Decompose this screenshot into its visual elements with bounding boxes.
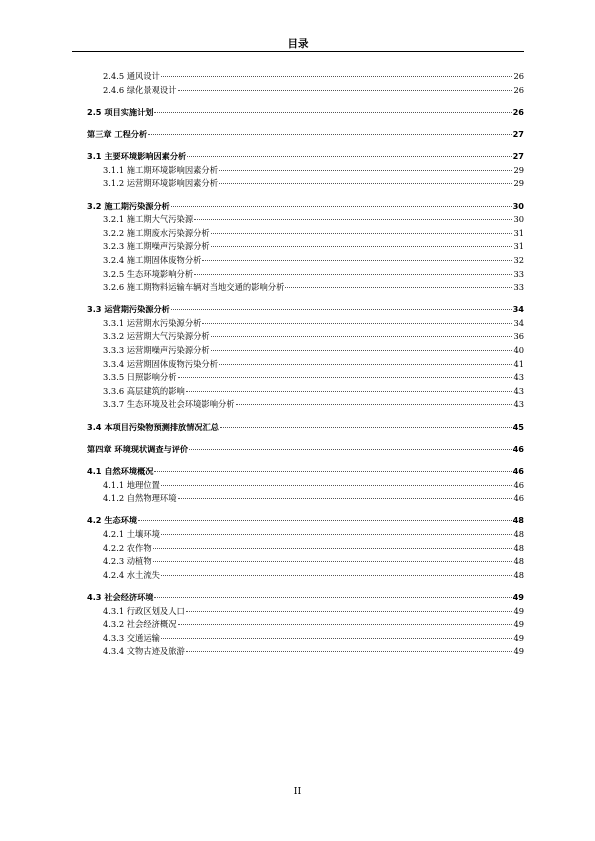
toc-entry-label: 4.2.4 水土流失 bbox=[103, 569, 160, 580]
toc-entry[interactable] bbox=[87, 164, 524, 178]
toc-entry-page-number: 48 bbox=[512, 515, 524, 526]
toc-entry-label: 3.2.4 施工期固体废物分析 bbox=[103, 254, 202, 265]
toc-entry[interactable] bbox=[87, 645, 524, 659]
toc-entry-page-number: 27 bbox=[512, 128, 524, 139]
toc-dot-leader bbox=[154, 597, 511, 598]
toc-entry-label: 3.3.2 运营期大气污染源分析 bbox=[103, 331, 210, 342]
toc-entry[interactable] bbox=[87, 569, 524, 583]
toc-entry-label: 3.3.1 运营期水污染源分析 bbox=[103, 317, 202, 328]
toc-entry-label: 4.1 自然环境概况 bbox=[87, 466, 154, 476]
toc-entry-page-number: 34 bbox=[513, 317, 524, 328]
toc-dot-leader bbox=[219, 364, 512, 365]
toc-entry[interactable] bbox=[87, 177, 524, 191]
toc-entry-label: 3.3.5 日照影响分析 bbox=[103, 372, 177, 383]
toc-entry-page-number: 48 bbox=[513, 528, 524, 539]
toc-entry[interactable] bbox=[87, 281, 524, 295]
toc-entry-page-number: 43 bbox=[513, 372, 524, 383]
toc-entry-label: 第四章 环境现状调查与评价 bbox=[87, 443, 189, 454]
toc-dot-leader bbox=[171, 206, 512, 207]
toc-entry-page-number: 48 bbox=[513, 542, 524, 553]
toc-entry-label: 2.5 项目实施计划 bbox=[87, 106, 154, 117]
toc-dot-leader bbox=[285, 287, 512, 288]
toc-dot-leader bbox=[211, 233, 513, 234]
toc-entry[interactable] bbox=[87, 330, 524, 344]
header-rule bbox=[72, 51, 524, 52]
toc-dot-leader bbox=[211, 336, 513, 337]
toc-entry-label: 4.1.1 地理位置 bbox=[103, 479, 160, 490]
toc-dot-leader bbox=[153, 548, 513, 549]
toc-entry[interactable] bbox=[87, 303, 524, 317]
toc-entry-page-number: 32 bbox=[513, 254, 524, 265]
toc-entry[interactable] bbox=[87, 421, 524, 435]
toc-dot-leader bbox=[194, 274, 512, 275]
toc-entry-label: 4.3.4 文物古迹及旅游 bbox=[103, 646, 185, 657]
toc-entry-label: 3.3.7 生态环境及社会环境影响分析 bbox=[103, 399, 235, 410]
toc-entry-label: 3.1.2 运营期环境影响因素分析 bbox=[103, 178, 219, 189]
toc-entry-label: 2.4.6 绿化景观设计 bbox=[103, 84, 177, 95]
toc-dot-leader bbox=[161, 575, 513, 576]
toc-entry-page-number: 26 bbox=[513, 84, 524, 95]
toc-entry[interactable] bbox=[87, 443, 524, 457]
toc-entry[interactable] bbox=[87, 591, 524, 605]
toc-dot-leader bbox=[178, 624, 513, 625]
toc-entry-label: 4.3.1 行政区划及人口 bbox=[103, 605, 185, 616]
toc-dot-leader bbox=[161, 76, 513, 77]
toc-dot-leader bbox=[138, 520, 511, 521]
toc-entry-label: 3.2.2 施工期废水污染源分析 bbox=[103, 227, 210, 238]
toc-entry-page-number: 41 bbox=[513, 358, 524, 369]
toc-entry[interactable] bbox=[87, 398, 524, 412]
toc-entry-page-number: 46 bbox=[512, 443, 524, 454]
toc-dot-leader bbox=[178, 90, 513, 91]
toc-entry-page-number: 27 bbox=[512, 151, 524, 162]
toc-entry-page-number: 49 bbox=[513, 632, 524, 643]
toc-entry-label: 3.4 本项目污染物预测排放情况汇总 bbox=[87, 421, 219, 432]
toc-entry-label: 3.2 施工期污染源分析 bbox=[87, 200, 170, 211]
toc-entry-label: 2.4.5 通风设计 bbox=[103, 71, 160, 81]
toc-entry-label: 3.3.3 运营期噪声污染源分析 bbox=[103, 345, 210, 356]
toc-entry-label: 4.2 生态环境 bbox=[87, 515, 138, 526]
toc-entry-label: 4.1.2 自然物理环境 bbox=[103, 493, 177, 504]
toc-dot-leader bbox=[189, 449, 511, 450]
toc-entry[interactable] bbox=[87, 555, 524, 569]
toc-entry-page-number: 49 bbox=[512, 591, 524, 602]
toc-entry-label: 3.1 主要环境影响因素分析 bbox=[87, 151, 187, 162]
toc-dot-leader bbox=[153, 561, 513, 562]
toc-entry-page-number: 46 bbox=[512, 466, 524, 476]
toc-entry[interactable] bbox=[87, 317, 524, 331]
toc-entry[interactable] bbox=[87, 200, 524, 214]
toc-entry-page-number: 26 bbox=[512, 106, 524, 117]
toc-entry[interactable] bbox=[87, 492, 524, 506]
table-of-contents bbox=[87, 70, 524, 659]
toc-entry[interactable] bbox=[87, 605, 524, 619]
toc-entry-page-number: 48 bbox=[513, 569, 524, 580]
toc-dot-leader bbox=[202, 260, 512, 261]
toc-entry[interactable] bbox=[87, 465, 524, 479]
toc-entry-page-number: 30 bbox=[513, 214, 524, 225]
toc-entry-label: 4.2.1 土壤环境 bbox=[103, 528, 160, 539]
toc-entry[interactable] bbox=[87, 479, 524, 493]
toc-entry[interactable] bbox=[87, 240, 524, 254]
toc-dot-leader bbox=[178, 377, 513, 378]
toc-dot-leader bbox=[154, 471, 511, 472]
toc-entry-label: 3.2.6 施工期物料运输车辆对当地交通的影响分析 bbox=[103, 282, 285, 293]
toc-entry[interactable] bbox=[87, 227, 524, 241]
toc-dot-leader bbox=[187, 156, 511, 157]
toc-dot-leader bbox=[161, 534, 513, 535]
toc-entry[interactable] bbox=[87, 213, 524, 227]
toc-entry[interactable] bbox=[87, 528, 524, 542]
toc-dot-leader bbox=[219, 170, 512, 171]
toc-entry-page-number: 49 bbox=[513, 619, 524, 630]
toc-entry[interactable] bbox=[87, 150, 524, 164]
toc-entry-label: 3.3 运营期污染源分析 bbox=[87, 304, 170, 315]
toc-dot-leader bbox=[211, 350, 513, 351]
toc-entry[interactable] bbox=[87, 542, 524, 556]
toc-entry[interactable] bbox=[87, 618, 524, 632]
toc-dot-leader bbox=[154, 112, 511, 113]
toc-entry-label: 4.3 社会经济环境 bbox=[87, 591, 154, 602]
toc-entry-label: 4.3.2 社会经济概况 bbox=[103, 619, 177, 630]
toc-entry[interactable] bbox=[87, 358, 524, 372]
toc-entry-page-number: 30 bbox=[512, 200, 524, 211]
toc-entry-page-number: 36 bbox=[513, 331, 524, 342]
toc-entry-page-number: 31 bbox=[513, 227, 524, 238]
toc-dot-leader bbox=[161, 638, 513, 639]
toc-entry-label: 3.3.4 运营期固体废物污染分析 bbox=[103, 358, 219, 369]
toc-entry-page-number: 40 bbox=[513, 345, 524, 356]
toc-entry[interactable] bbox=[87, 70, 524, 84]
toc-dot-leader bbox=[171, 309, 512, 310]
toc-entry-page-number: 43 bbox=[513, 399, 524, 410]
toc-dot-leader bbox=[220, 427, 512, 428]
toc-entry-page-number: 49 bbox=[513, 646, 524, 657]
toc-entry[interactable] bbox=[87, 106, 524, 120]
toc-dot-leader bbox=[211, 246, 513, 247]
toc-entry[interactable] bbox=[87, 371, 524, 385]
toc-entry[interactable] bbox=[87, 632, 524, 646]
toc-entry[interactable] bbox=[87, 344, 524, 358]
toc-dot-leader bbox=[194, 219, 512, 220]
toc-entry-page-number: 43 bbox=[513, 385, 524, 396]
toc-entry-page-number: 29 bbox=[513, 164, 524, 175]
toc-entry[interactable] bbox=[87, 254, 524, 268]
toc-dot-leader bbox=[186, 391, 513, 392]
toc-entry-page-number: 48 bbox=[513, 556, 524, 567]
toc-entry-page-number: 33 bbox=[513, 282, 524, 293]
toc-dot-leader bbox=[161, 485, 513, 486]
toc-entry-page-number: 45 bbox=[512, 421, 524, 432]
toc-dot-leader bbox=[148, 134, 511, 135]
toc-entry[interactable] bbox=[87, 268, 524, 282]
toc-entry[interactable] bbox=[87, 385, 524, 399]
toc-entry-label: 4.2.2 农作物 bbox=[103, 542, 152, 553]
toc-entry-label: 3.2.5 生态环境影响分析 bbox=[103, 268, 194, 279]
page-number: II bbox=[293, 786, 302, 797]
toc-entry-label: 3.2.3 施工期噪声污染源分析 bbox=[103, 241, 210, 252]
toc-entry-label: 4.2.3 动植物 bbox=[103, 556, 152, 567]
toc-dot-leader bbox=[202, 323, 512, 324]
toc-entry[interactable] bbox=[87, 128, 524, 142]
toc-entry-page-number: 46 bbox=[513, 493, 524, 504]
toc-entry-label: 3.2.1 施工期大气污染源 bbox=[103, 214, 194, 225]
toc-entry-page-number: 49 bbox=[513, 605, 524, 616]
toc-entry-page-number: 26 bbox=[513, 71, 524, 81]
toc-entry[interactable] bbox=[87, 514, 524, 528]
toc-entry-page-number: 34 bbox=[512, 304, 524, 315]
toc-entry-page-number: 33 bbox=[513, 268, 524, 279]
toc-entry-label: 第三章 工程分析 bbox=[87, 128, 148, 139]
toc-dot-leader bbox=[178, 498, 513, 499]
toc-entry-label: 3.1.1 施工期环境影响因素分析 bbox=[103, 164, 219, 175]
toc-entry-page-number: 46 bbox=[513, 479, 524, 490]
toc-entry[interactable] bbox=[87, 84, 524, 98]
toc-dot-leader bbox=[236, 404, 513, 405]
toc-entry-label: 4.3.3 交通运输 bbox=[103, 632, 160, 643]
toc-dot-leader bbox=[186, 651, 513, 652]
toc-dot-leader bbox=[219, 183, 512, 184]
toc-entry-label: 3.3.6 高层建筑的影响 bbox=[103, 385, 185, 396]
toc-dot-leader bbox=[186, 611, 513, 612]
toc-entry-page-number: 31 bbox=[513, 241, 524, 252]
page-header-title: 目录 bbox=[287, 38, 309, 50]
toc-entry-page-number: 29 bbox=[513, 178, 524, 189]
